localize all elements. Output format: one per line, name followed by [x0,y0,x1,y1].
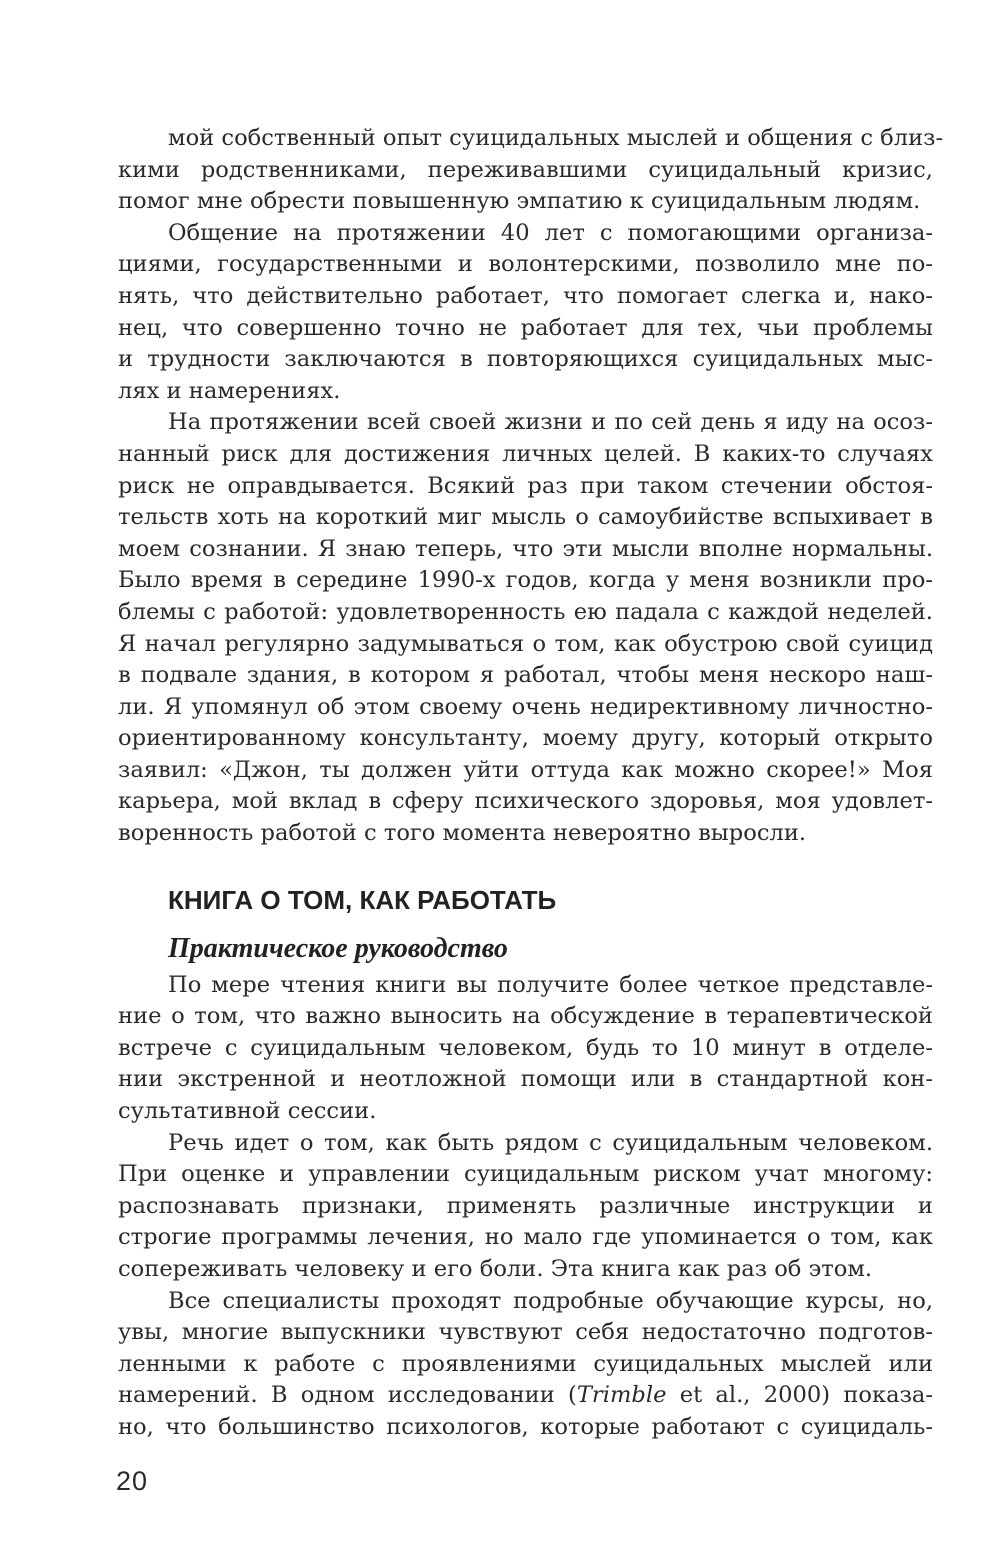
text-line: нец, что совершенно точно не работает для тех, чьи проблемы [118,314,933,341]
text-line: заявил: «Джон, ты должен уйти оттуда как можно скорее!» Моя [118,756,933,783]
text-line: Я начал регулярно задумываться о том, как обустрою свой суицид [118,630,933,657]
text-line: ориентированному консультанту, моему другу, который открыто [118,725,933,752]
text-line: в подвале здания, в котором я работал, чтобы меня нескоро наш- [118,662,933,689]
text-line: На протяжении всей своей жизни и по сей день я иду на осоз- [168,409,933,436]
text-line: ли. Я упомянул об этом своему очень недирективному личностно- [118,693,933,720]
text-line: Все специалисты проходят подробные обучающие курсы, но, [168,1287,933,1314]
text-line: мой собственный опыт суицидальных мыслей и общения с близ- [168,125,944,151]
text-line: При оценке и управлении суицидальным риском учат многому: [118,1161,933,1188]
paragraphs-top [118,123,944,850]
text-line: блемы с работой: удовлетворенность ею падала с каждой неделей. [118,598,933,625]
paragraph-last [118,1286,933,1444]
paragraph [118,123,944,218]
text-line [118,1380,933,1412]
paragraph [118,970,933,1128]
text-line: риск не оправдывается. Всякий раз при таком стечении обстоя- [118,472,933,499]
text-line: сопереживать человеку и его боли. Эта книга как раз об этом. [118,1256,873,1282]
text-fragment: et al., 2000) показа- [666,1382,933,1409]
text-line: воренность работой с того момента невероятно выросли. [118,820,807,847]
book-page [118,123,944,1444]
text-line: кими родственниками, переживавшими суицидальный кризис, [118,156,933,183]
text-fragment: намерений. В одном исследовании ( [118,1382,577,1409]
paragraphs-bottom [118,970,933,1286]
paragraph [118,1128,933,1286]
text-line: строгие программы лечения, но мало где упоминается о том, как [118,1224,933,1251]
text-line: карьера, мой вклад в сферу психического здоровья, моя удовлет- [118,788,933,815]
text-line: сультативной сессии. [118,1098,377,1125]
text-line: распознавать признаки, применять различные инструкции и [118,1192,933,1219]
section-subheading: Практическое руководство [168,932,508,964]
text-line: нять, что действительно работает, что помогает слегка и, нако- [118,282,933,309]
text-line: нанный риск для достижения личных целей. В каких-то случаях [118,440,933,467]
text-line: увы, многие выпускники чувствуют себя недостаточно подготов- [118,1319,933,1346]
text-line: и трудности заключаются в повторяющихся суицидальных мыс- [118,346,933,373]
section-heading: КНИГА О ТОМ, КАК РАБОТАТЬ [168,884,557,915]
text-line: помог мне обрести повышенную эмпатию к суицидальным людям. [118,188,921,215]
text-line: нии экстренной и неотложной помощи или в стандартной кон- [118,1066,933,1093]
text-line: тельств хоть на короткий миг мысль о самоубийстве вспыхивает в [118,504,933,531]
text-line: но, что большинство психологов, которые работают с суицидаль- [118,1413,933,1440]
text-line: Было время в середине 1990-х годов, когда у меня возникли про- [118,567,933,594]
text-line: циями, государственными и волонтерскими, позволило мне по- [118,251,933,278]
paragraph [118,218,933,408]
text-line: По мере чтения книги вы получите более четкое представле- [168,971,933,998]
text-line: лях и намерениях. [118,377,341,404]
text-line: ние о том, что важно выносить на обсуждение в терапевтической [118,1003,933,1030]
text-line: Речь идет о том, как быть рядом с суицидальным человеком. [168,1129,933,1156]
text-line: Общение на протяжении 40 лет с помогающими организа- [168,219,933,246]
text-line: встрече с суицидальным человеком, будь то 10 минут в отделе- [118,1034,933,1061]
paragraph [118,407,933,849]
text-line: моем сознании. Я знаю теперь, что эти мысли вполне нормальны. [118,535,933,562]
text-line: ленными к работе с проявлениями суицидальных мыслей или [118,1350,933,1377]
cited-author: Trimble [576,1382,667,1409]
page-number: 20 [116,1466,149,1496]
